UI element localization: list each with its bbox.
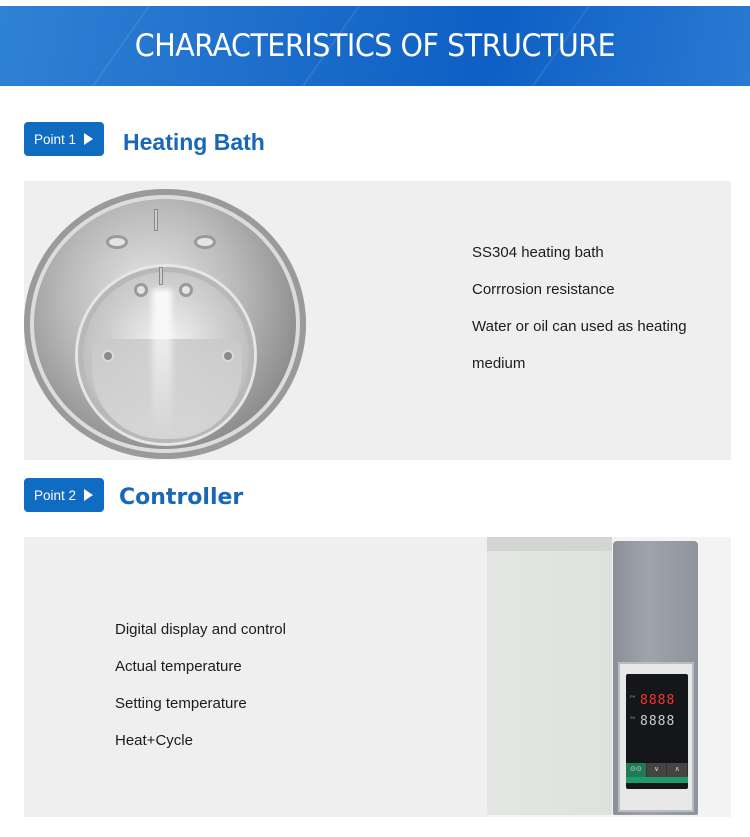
section-title-controller: Controller — [119, 485, 244, 510]
point-1-badge — [24, 122, 104, 156]
play-arrow-icon — [84, 489, 93, 501]
header-banner — [0, 6, 750, 86]
heating-coil — [194, 235, 216, 249]
heating-coil — [179, 283, 193, 297]
cycle-key: ⊙⊙ — [626, 763, 647, 777]
point-badge-label: Point 2 — [34, 487, 77, 503]
play-arrow-icon — [84, 133, 93, 145]
feature-item: medium — [472, 355, 526, 372]
section-title-heating-bath: Heating Bath — [123, 129, 265, 155]
heating-coil — [134, 283, 148, 297]
heating-bath-image — [24, 189, 306, 459]
controller-features — [115, 620, 286, 768]
bath-sensor-rod — [159, 267, 163, 285]
point-badge-label: Point 1 — [34, 131, 77, 147]
down-key: ∨ — [647, 763, 668, 777]
controller-panel — [24, 537, 731, 817]
brand-strip — [626, 777, 688, 783]
heating-bath-features — [472, 243, 687, 391]
bath-sensor-rod — [154, 209, 158, 231]
screw — [104, 352, 112, 360]
controller-image — [487, 537, 731, 817]
pv-readout: 8888 — [640, 693, 676, 708]
feature-item: Heat+Cycle — [115, 732, 193, 749]
feature-item: Actual temperature — [115, 658, 242, 675]
heating-bath-panel — [24, 181, 731, 460]
page-title: CHARACTERISTICS OF STRUCTURE — [134, 28, 616, 64]
device-body — [487, 537, 612, 815]
pv-label: PV — [630, 694, 636, 699]
point-2-badge — [24, 478, 104, 512]
sv-label: SV — [630, 715, 636, 720]
screw — [224, 352, 232, 360]
feature-item: SS304 heating bath — [472, 244, 604, 261]
reflection-highlight — [152, 289, 172, 439]
controller-keypad — [626, 763, 688, 777]
up-key: ∧ — [667, 763, 688, 777]
feature-item: Corrrosion resistance — [472, 281, 615, 298]
feature-item: Water or oil can used as heating — [472, 318, 687, 335]
sv-readout: 8888 — [640, 714, 676, 729]
feature-item: Setting temperature — [115, 695, 247, 712]
heating-coil — [106, 235, 128, 249]
controller-display — [626, 674, 688, 789]
feature-item: Digital display and control — [115, 621, 286, 638]
